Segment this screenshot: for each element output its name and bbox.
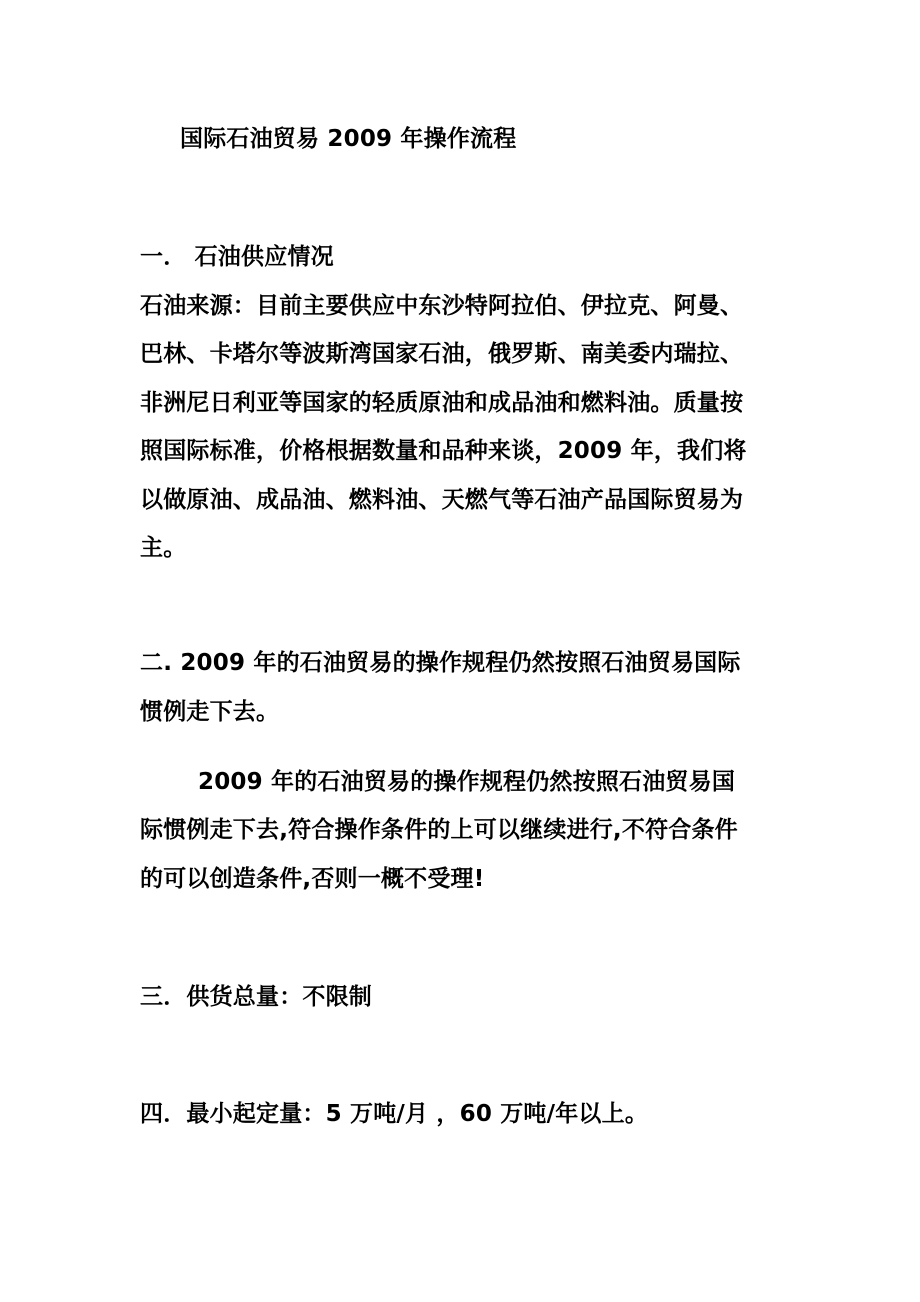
section1-line-4: 照国际标准，价格根据数量和品种来谈，2009 年，我们将 [140,438,747,464]
section4-text: 四．最小起定量：5 万吨/月 ，60 万吨/年以上。 [140,1101,649,1127]
section3-text: 三．供货总量：不限制 [140,984,372,1010]
section1-line-2: 巴林、卡塔尔等波斯湾国家石油，俄罗斯、南美委内瑞拉、 [140,341,744,367]
section2-body-line-2: 际惯例走下去,符合操作条件的上可以继续进行,不符合条件 [140,817,738,843]
section2-heading-line-1: 二. 2009 年的石油贸易的操作规程仍然按照石油贸易国际 [140,650,741,676]
section2-body-line-3: 的可以创造条件,否则一概不受理! [140,866,485,892]
section1-line-1: 石油来源：目前主要供应中东沙特阿拉伯、伊拉克、阿曼、 [140,293,744,319]
section1-line-5: 以做原油、成品油、燃料油、天燃气等石油产品国际贸易为 [140,487,744,513]
document-title: 国际石油贸易 2009 年操作流程 [180,126,517,152]
section1-line-3: 非洲尼日利亚等国家的轻质原油和成品油和燃料油。质量按 [140,390,744,416]
section2-body-line-1: 2009 年的石油贸易的操作规程仍然按照石油贸易国 [198,769,736,795]
section2-heading-line-2: 惯例走下去。 [140,699,280,725]
section1-heading: 一． 石油供应情况 [140,244,334,270]
section1-line-6: 主。 [140,535,187,561]
